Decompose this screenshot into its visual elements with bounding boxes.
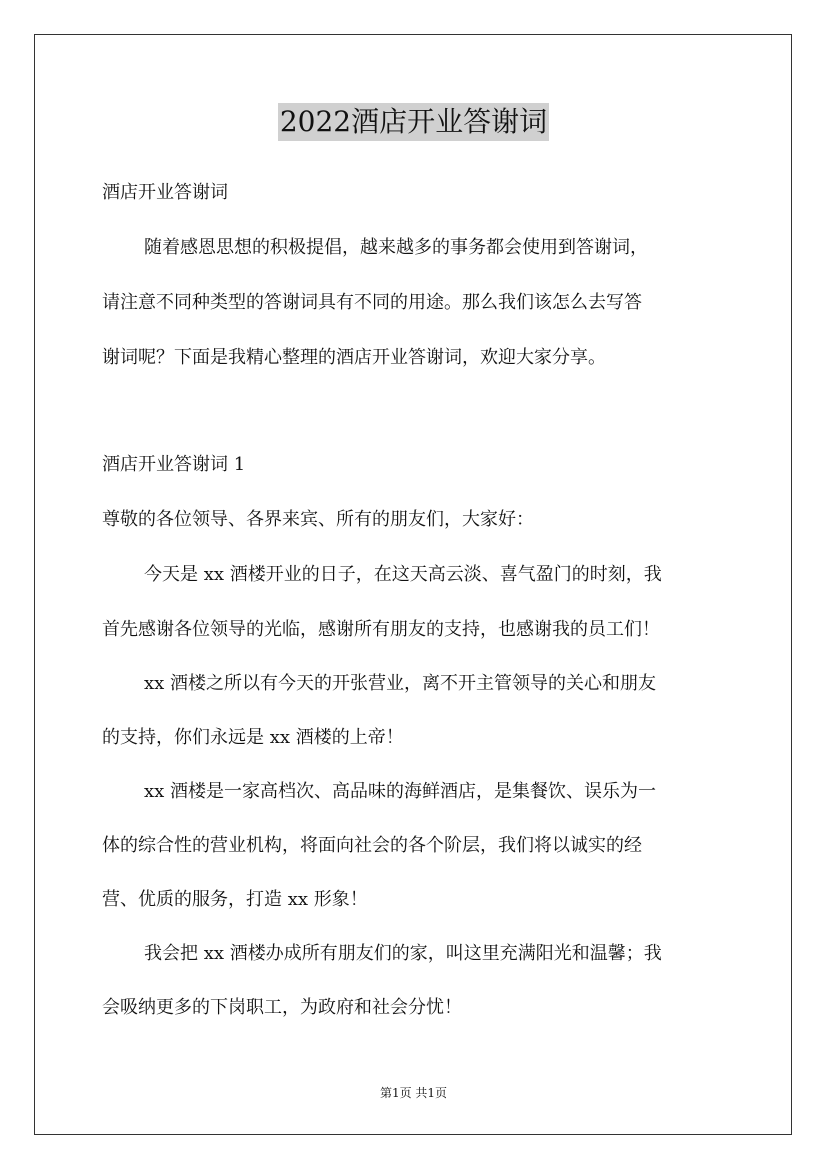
paragraph-line: xx 酒楼是一家高档次、高品味的海鲜酒店，是集餐饮、误乐为一 [144,781,657,802]
paragraph-line: 的支持，你们永远是 xx 酒楼的上帝！ [102,727,404,748]
paragraph-line: 会吸纳更多的下岗职工，为政府和社会分忧！ [102,997,462,1018]
document-title: 2022酒店开业答谢词 [278,103,549,141]
paragraph-line: 体的综合性的营业机构，将面向社会的各个阶层，我们将以诚实的经 [102,835,642,856]
paragraph-line: 营、优质的服务，打造 xx 形象！ [102,889,368,910]
paragraph-line: 随着感恩思想的积极提倡，越来越多的事务都会使用到答谢词， [144,237,648,258]
paragraph-line: xx 酒楼之所以有今天的开张营业，离不开主管领导的关心和朋友 [144,673,657,694]
title-container [0,103,827,141]
paragraph-line: 首先感谢各位领导的光临，感谢所有朋友的支持，也感谢我的员工们！ [102,619,660,640]
paragraph-line: 我会把 xx 酒楼办成所有朋友们的家，叫这里充满阳光和温馨；我 [144,943,662,964]
paragraph-line: 请注意不同种类型的答谢词具有不同的用途。那么我们该怎么去写答 [102,292,642,313]
paragraph-line: 谢词呢？下面是我精心整理的酒店开业答谢词，欢迎大家分享。 [102,347,606,368]
page-number-footer: 第1页 共1页 [379,1086,448,1100]
section-heading-intro: 酒店开业答谢词 [102,182,228,203]
paragraph-line: 今天是 xx 酒楼开业的日子，在这天高云淡、喜气盈门的时刻，我 [144,564,662,585]
section-heading-1: 酒店开业答谢词 1 [102,454,246,475]
salutation-line: 尊敬的各位领导、各界来宾、所有的朋友们，大家好： [102,509,534,530]
